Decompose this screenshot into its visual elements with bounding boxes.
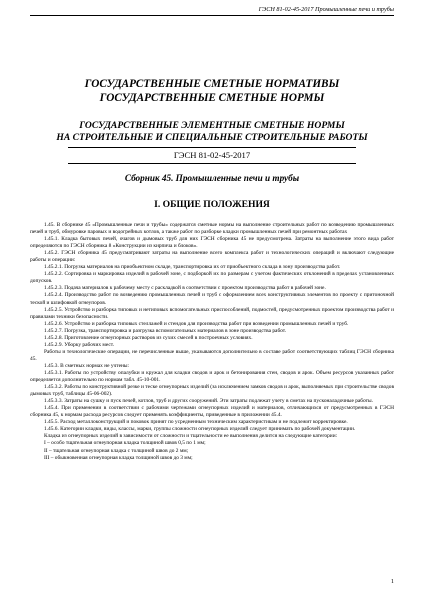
title-block [30,78,394,144]
document-code: ГЭСН 81-02-45-2017 [173,150,251,160]
paragraph: 1.45.2.2. Сортировка и маркировка изделий в рабочей зоне, с подборкой их по размерам с учетом фактических отклонений в пределах установленных допусков. [30,271,394,285]
list-item: II – тщательная огнеупорная кладка с толщиной швов до 2 мм; [44,447,189,454]
title-line-4: НА СТРОИТЕЛЬНЫЕ И СПЕЦИАЛЬНЫЕ СТРОИТЕЛЬНЫЕ РАБОТЫ [56,132,368,143]
paragraph: 1.45.2.6. Устройство и разборка типовых стеллажей и стендов для производства работ при возведении промышленных печей и труб. [44,320,349,327]
paragraph: Работы и технологические операции, не перечисленные выше, указываются дополнительно в составе работ соответствующих таблиц ГЭСН сборника 45. [30,348,394,362]
list-item: III – обыкновенная огнеупорная кладка толщиной швов до 3 мм; [44,454,193,461]
paragraph: 1.45.2.1. Погрузка материалов на приобъектном складе, транспортировка их от приобъектного склада в зону производства работ. [44,264,341,271]
page-number: 1 [390,578,394,585]
paragraph: 1.45.2.9. Уборку рабочих мест. [44,341,115,348]
body-text [30,222,394,462]
paragraph: 1.45.3.3. Затраты на сушку и пуск печей, котлов, труб и других сооружений. Эти затраты подлежат учету в сметах на пусконаладочные работы. [44,398,373,405]
paragraph: 1.45.2. ГЭСН сборника 45 предусматривают затраты на выполнение всего комплекса работ и технологических операций и включают следующие работы и операции: [30,250,394,264]
paragraph: 1.45.2.4. Производство работ по возведению промышленных печей и труб с оформлением всех конструктивных элементов по проекту с притоночной теской и шлифовкой огнеупоров. [30,292,394,306]
code-rule-top [68,147,356,148]
paragraph: 1.45.3.2. Работы по конструктивной резке и теске огнеупорных изделий (за исключением замков сводов и арок, выполняемых при строительстве сводов дымовых труб, таблицы 45-06-002). [30,384,394,398]
paragraph: 1.45.2.3. Подача материалов к рабочему месту с раскладкой в соответствии с проектом производства работ в рабочей зоне. [44,285,326,292]
paragraph: 1.45.2.5. Устройство и разборка типовых и нетиповых вспомогательных приспособлений, подмостей, предусмотренных проектом производства работ и правилами техники безопасности. [30,306,394,320]
section-title: I. ОБЩИЕ ПОЛОЖЕНИЯ [154,199,270,210]
paragraph: 1.45.4. При применении в соответствии с рабочими чертежами огнеупорных изделий и материалов, отличающихся от предусмотренных в ГЭСН сборника 45, к нормам расхода ресурсов следует применять коэффициенты, приведенные в приложении 45.4. [30,405,394,419]
paragraph: 1.45.2.8. Приготовление огнеупорных растворов из сухих смесей в построечных условиях. [44,334,253,341]
title-line-3: ГОСУДАРСТВЕННЫЕ ЭЛЕМЕНТНЫЕ СМЕТНЫЕ НОРМЫ [79,120,345,131]
collection-title: Сборник 45. Промышленные печи и трубы [124,173,300,183]
list-item: I – особо тщательная огнеупорная кладка толщиной швов 0,5 по 1 мм; [44,440,206,447]
paragraph: Кладка из огнеупорных изделий в зависимости от сложности и тщательности ее выполнения делится на следующие категории: [44,433,338,440]
paragraph: 1.45. В сборнике 45 «Промышленные печи и трубы» содержатся сметные нормы на выполнение строительных работ по возведению промышленных печей и труб, обмуровке паровых и водогрейных котлов, а также работ по разборке кладки промышленных печей при ремонтных работах [30,222,394,236]
code-rule-bottom [68,163,356,164]
title-line-1: ГОСУДАРСТВЕННЫЕ СМЕТНЫЕ НОРМАТИВЫ [84,78,340,90]
paragraph: 1.45.5. Расход металлоконструкций и поковок принят по усредненным техническим характеристикам и не подлежит корректировке. [44,419,348,426]
paragraph: 1.45.1. Кладка бытовых печей, очагов и дымовых труб для них ГЭСН сборника 45 не предусмотрена. Затраты на выполнение этого вида работ определяются по ГЭСН сборника 8 «Конструкции из кирпича и блоков». [30,236,394,250]
header-rule [30,15,394,16]
paragraph: 1.45.3. В сметных нормах не учтены: [44,362,130,369]
title-line-2: ГОСУДАРСТВЕННЫЕ СМЕТНЫЕ НОРМЫ [99,91,325,104]
paragraph: 1.45.2.7. Погрузка, транспортировка и разгрузка вспомогательных материалов в зоне производства работ. [44,327,287,334]
running-header: ГЭСН 81-02-45-2017 Промышленные печи и трубы [258,6,394,13]
paragraph: 1.45.6. Категории кладки, виды, классы, марки, группы сложности огнеупорных изделий следует принимать по рабочей документации. [44,426,356,433]
paragraph: 1.45.3.1. Работы по устройству опалубки и кружал для кладки сводов и арок и бетонирования стен, сводов и арок. Объем ресурсов указанных работ определяется дополнительно по нормам табл. 45-10-001. [30,369,394,384]
